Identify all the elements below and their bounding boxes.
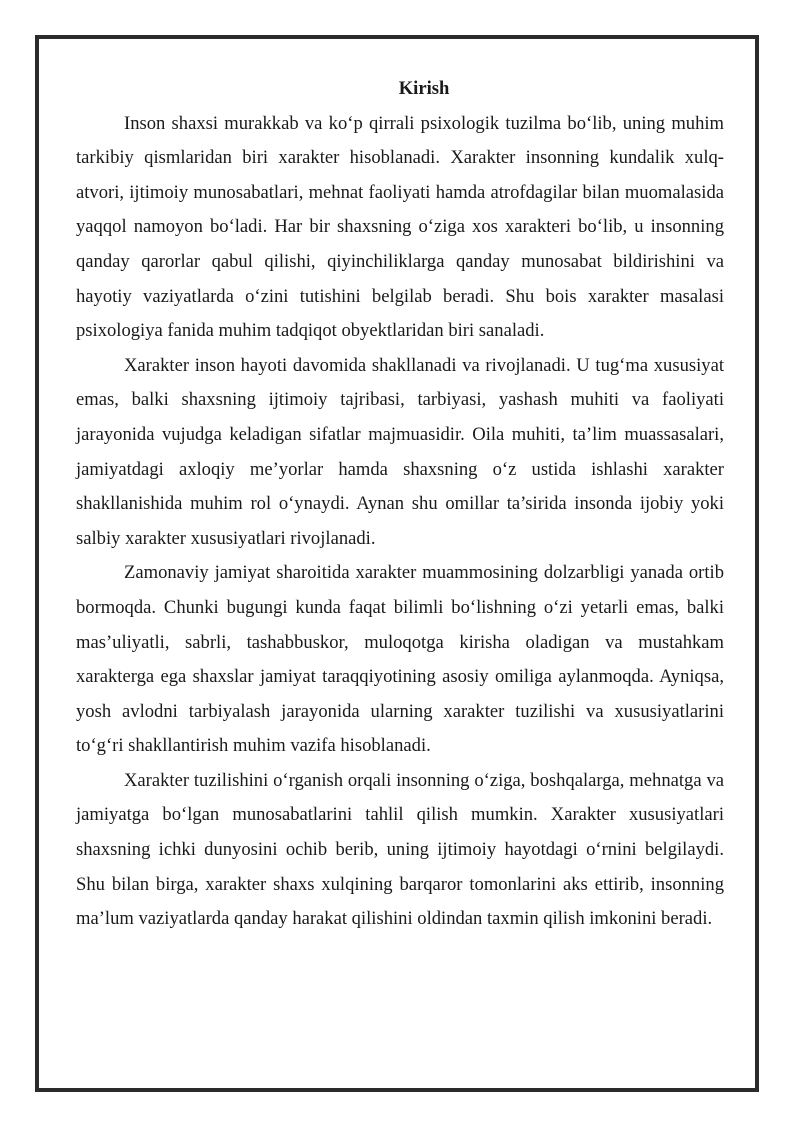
document-title: Kirish bbox=[398, 78, 450, 99]
paragraph-2: Xarakter inson hayoti davomida shakllanadi va rivojlanadi. U tug‘ma xususiyat emas, balki shaxsning ijtimoiy tajribasi, tarbiyasi, yashash muhiti va faoliyati jarayonida vujudga keladigan sifatlar majmuasidir. Oila muhiti, ta’lim muassasalari, jamiyatdagi axloqiy me’yorlar hamda shaxsning o‘z ustida ishlashi xarakter shakllanishida muhim rol o‘ynaydi. Aynan shu omillar ta’sirida insonda ijobiy yoki salbiy xarakter xususiyatlari rivojlanadi. bbox=[76, 354, 724, 549]
document-body bbox=[76, 72, 724, 937]
paragraph-1: Inson shaxsi murakkab va ko‘p qirrali psixologik tuzilma bo‘lib, uning muhim tarkibiy qismlaridan biri xarakter hisoblanadi. Xarakter insonning kundalik xulq-atvori, ijtimoiy munosabatlari, mehnat faoliyati hamda atrofdagilar bilan muomalasida yaqqol namoyon bo‘ladi. Har bir shaxsning o‘ziga xos xarakteri bo‘lib, u insonning qanday qarorlar qabul qilishi, qiyinchiliklarga qanday munosabat bildirishini va hayotiy vaziyatlarda o‘zini tutishini belgilab beradi. Shu bois xarakter masalasi psixologiya fanida muhim tadqiqot obyektlaridan biri sanaladi. bbox=[76, 112, 724, 342]
paragraph-3: Zamonaviy jamiyat sharoitida xarakter muammosining dolzarbligi yanada ortib bormoqda. Chunki bugungi kunda faqat bilimli bo‘lishning o‘zi yetarli emas, balki mas’uliyatli, sabrli, tashabbuskor, muloqotga kirisha oladigan va mustahkam xarakterga ega shaxslar jamiyat taraqqiyotining asosiy omiliga aylanmoqda. Ayniqsa, yosh avlodni tarbiyalash jarayonida ularning xarakter tuzilishi va xususiyatlarini to‘g‘ri shakllantirish muhim vazifa hisoblanadi. bbox=[76, 562, 724, 757]
paragraph-4: Xarakter tuzilishini o‘rganish orqali insonning o‘ziga, boshqalarga, mehnatga va jamiyatga bo‘lgan munosabatlarini tahlil qilish mumkin. Xarakter xususiyatlari shaxsning ichki dunyosini ochib berib, uning ijtimoiy hayotdagi o‘rnini belgilaydi. Shu bilan birga, xarakter shaxs xulqining barqaror tomonlarini aks ettirib, insonning ma’lum vaziyatlarda qanday harakat qilishini oldindan taxmin qilish imkonini beradi. bbox=[76, 769, 724, 930]
